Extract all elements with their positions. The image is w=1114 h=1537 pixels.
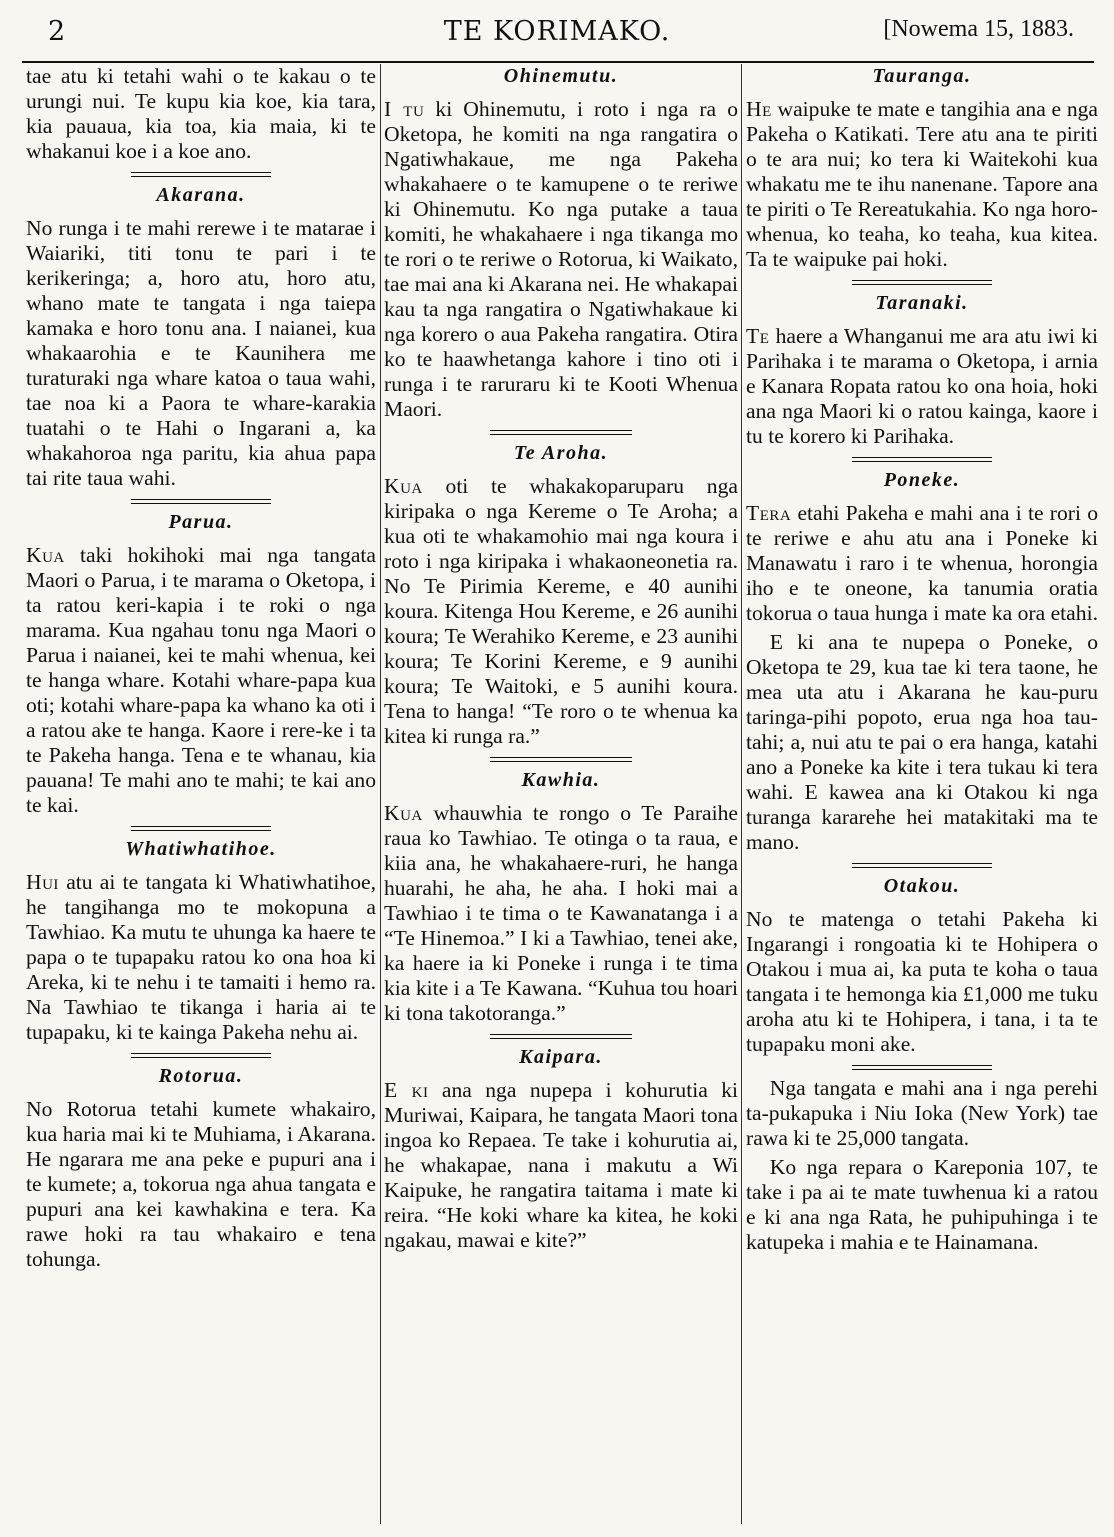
article-section	[746, 1065, 1098, 1255]
section-rule	[131, 826, 271, 831]
article-paragraph	[746, 97, 1098, 272]
paragraph-text: tae atu ki tetahi wahi o te kakau o te urungi nui. Te kupu kia koe, kia tara, kia pauaua, kia toa, kia maia, ki te whakanui koe i a koe ano.	[26, 64, 376, 163]
section-heading: Whatiwhatihoe.	[125, 838, 277, 860]
article-section	[746, 863, 1098, 1057]
section-heading: Poneke.	[883, 469, 961, 491]
section-heading: Otakou.	[883, 875, 961, 897]
section-rule	[852, 863, 993, 868]
paragraph-lead-word: Kua	[384, 474, 423, 498]
paragraph-text: Ko nga repara o Kareponia 107, te take i pa ai te mate tuwhenua ki a ratou e ki ana nga Rata, he puhipuhinga i te katupeka i mahia e te Hainamana.	[746, 1155, 1098, 1254]
section-rule	[852, 280, 993, 285]
article-section	[384, 757, 738, 1026]
section-heading: Te Aroha.	[513, 442, 609, 464]
article-paragraph	[746, 501, 1098, 626]
paragraph-lead-word: Hui	[26, 870, 59, 894]
article-paragraph	[26, 870, 376, 1045]
article-paragraph	[384, 97, 738, 422]
article-paragraph	[746, 907, 1098, 1057]
section-rule	[490, 430, 632, 435]
section-rule	[490, 757, 632, 762]
paragraph-text: No te matenga o tetahi Pakeha ki Ingarangi i rongoatia ki te Hohipera o Otakou i mua ai, ka puta te koha o taua tangata i te hemonga kia £1,000 me tuku aroha atu ki te Hohipera, i tana, i ta te tupapaku moni ake.	[746, 907, 1098, 1056]
paragraph-text: whauwhia te rongo o Te Paraihe raua ko Tawhiao. Te otinga o ta raua, e kiia ana, he whakahaere-ruri, he hanga huarahi, he aha, he aha. I hoki mai a Tawhiao i te tima o te Kawanatanga i a “Te Hinemoa.” I ki a Tawhiao, tenei ake, ka haere ia ki Poneke i runga i te tima kia kite i a Te Kawana. “Kuhua tou hoari ki tona takotoranga.”	[384, 801, 738, 1025]
masthead	[0, 0, 1114, 62]
paragraph-text: haere a Whanganui me ara atu iwi ki Parihaka i te marama o Oketopa, i arnia e Kanara Ropata ratou ko ona hoia, hoki ana nga Maori ki o ratou kainga, kaore i tu te korero ki Parihaka.	[746, 324, 1098, 448]
section-heading: Ohinemutu.	[503, 65, 619, 87]
issue-date: [Nowema 15, 1883.	[883, 16, 1074, 42]
paragraph-text: oti te whakakoparuparu nga kiripaka o nga Kereme o Te Aroha; a kua oti te whakamohio mai nga koura i roto i nga kiripaka i whakaoneonetia ra. No Te Pirimia Kereme, e 40 aunihi koura. Kitenga Hou Kereme, e 26 aunihi koura; Te Werahiko Kereme, e 23 aunihi koura; Te Korini Kereme, e 9 aunihi koura; Te Waitoki, e 5 aunihi koura. Tena to hanga! “Te roro o te whenua ka kitea ki runga ra.”	[384, 474, 738, 748]
paragraph-text: atu ai te tangata ki Whatiwhatihoe, he tangihanga mo te mokopuna a Tawhiao. Ka mutu te uhunga ka haere te papa o te tupapaku ratou ko ona hoa ki Areka, ki te nehu i te tamaiti i hemo ra. Na Tawhiao te tikanga i haria ai te tupapaku, ki te kainga Pakeha nehu ai.	[26, 870, 376, 1044]
column-2	[384, 64, 738, 1528]
section-rule	[131, 172, 271, 177]
article-paragraph	[26, 64, 376, 164]
paragraph-lead-word: E ki	[384, 1078, 429, 1102]
article-paragraph	[746, 324, 1098, 449]
section-heading: Taranaki.	[875, 292, 969, 314]
paragraph-lead-word: He	[746, 97, 772, 121]
article-paragraph	[384, 1078, 738, 1253]
article-section	[746, 64, 1098, 272]
paragraph-text: Nga tangata e mahi ana i nga perehi ta-pukapuka i Niu Ioka (New York) tae rawa ki te 25,000 tangata.	[746, 1076, 1098, 1150]
paragraph-lead-word: Te	[746, 324, 770, 348]
section-heading: Kaipara.	[519, 1046, 603, 1068]
article-section	[384, 64, 738, 422]
section-rule	[852, 1065, 993, 1070]
section-heading: Rotorua.	[158, 1065, 244, 1087]
article-section	[26, 499, 376, 818]
column-divider	[741, 64, 742, 1524]
paragraph-text: No Rotorua tetahi kumete whakairo, kua haria mai ki te Muhiama, i Akarana. He ngarara me ana peke e pupuri ana i te kumete; a, tokorua nga ahua tangata e pupuri ana kei kawhakina e tera. Ka rawe hoki ra tau whakairo e tena tohunga.	[26, 1097, 376, 1271]
article-section	[26, 172, 376, 491]
article-paragraph	[384, 801, 738, 1026]
article-paragraph	[746, 1155, 1098, 1255]
article-section	[746, 280, 1098, 449]
paragraph-lead-word: Kua	[26, 543, 65, 567]
page-number: 2	[48, 16, 66, 47]
section-rule	[490, 1034, 632, 1039]
article-paragraph	[26, 543, 376, 818]
section-rule	[131, 499, 271, 504]
article-paragraph	[26, 216, 376, 491]
paragraph-text: waipuke te mate e tangihia ana e nga Pakeha o Katikati. Tere atu ana te piriti o te ara nui; ko tera ki Waitekohi kua whakatu me te ihu nanenane. Tapore ana te piriti o Te Rereatukahia. Ko nga horo-whenua, ko teaha, ko teaha, kua kitea. Ta te waipuke pai hoki.	[746, 97, 1098, 271]
section-heading: Parua.	[168, 511, 234, 533]
section-rule	[131, 1053, 271, 1058]
article-paragraph	[26, 1097, 376, 1272]
section-heading: Kawhia.	[521, 769, 601, 791]
paragraph-lead-word: I tu	[384, 97, 425, 121]
article-paragraph	[384, 474, 738, 749]
paragraph-lead-word: Kua	[384, 801, 423, 825]
header-rule	[22, 61, 1094, 63]
paragraph-text: E ki ana te nupepa o Poneke, o Oketopa te 29, kua tae ki tera taone, he mea uta atu i Akarana he kau-puru taringa-pihi popoto, erua nga hoa tau-tahi; a, nui atu te pai o era hanga, katahi ano a Poneke ka kite i tera tukau ki tera wahi. E kawea ana ki Otakou ki nga turanga kararehe hei matakitaki ma te mano.	[746, 630, 1098, 854]
section-heading: Tauranga.	[872, 65, 972, 87]
article-section	[26, 64, 376, 164]
section-heading: Akarana.	[156, 184, 246, 206]
newspaper-title: TE KORIMAKO.	[443, 16, 671, 47]
column-3	[746, 64, 1098, 1528]
article-section	[746, 457, 1098, 855]
column-1	[26, 64, 376, 1528]
column-divider	[380, 64, 381, 1524]
paragraph-text: ki Ohinemutu, i roto i nga ra o Oketopa, he komiti na nga rangatira o Ngatiwhakaue, me nga Pakeha whakahaere o te kamupene o te reriwe ki Ohinemutu. Ko nga putake a taua komiti, he whakahaere i nga tikanga mo te rori o te reriwe o Rotorua, ki Waikato, tae mai ana ki Akarana nei. He whakapai kau ta nga rangatira o Ngatiwhakaue ki nga korero o aua Pakeha rangatira. Otira ko te haawhetanga kahore i tino oti i runga i te raruraru ki te Kooti Whenua Maori.	[384, 97, 738, 421]
paragraph-text: etahi Pakeha e mahi ana i te rori o te reriwe e ahu atu ana i Poneke ki Manawatu i raro i te whenua, horongia iho e te oneone, ka tanumia oratia tokorua o taua hunga i mate ka ora etahi.	[746, 501, 1098, 625]
article-paragraph	[746, 1076, 1098, 1151]
section-rule	[852, 457, 993, 462]
article-section	[384, 1034, 738, 1253]
article-section	[26, 826, 376, 1045]
paragraph-text: ana nga nupepa i kohurutia ki Muriwai, Kaipara, he tangata Maori tona ingoa ko Repaea. Te take i kohurutia ai, he whakapae, nana i makutu a Wi Kaipuke, he rangatira taitama i mate ki reira. “He koki whare ka kitea, he koki ngakau, mawai e kite?”	[384, 1078, 738, 1252]
article-section	[384, 430, 738, 749]
paragraph-text: No runga i te mahi rerewe i te matarae i Waiariki, titi tonu te pari i te kerikeringa; a, horo atu, horo atu, whano mate te tangata i nga taiepa kamaka e horo tonu ana. I naianei, kua whakaarohia e te Kaunihera me turaturaki nga whare katoa o taua wahi, tae noa ki a Paora te whare-karakia tuatahi o te Hahi o Ingarani a, ka whakahoroa nga paritu, kia ahua papa tai rite taua wahi.	[26, 216, 376, 490]
article-section	[26, 1053, 376, 1272]
article-paragraph	[746, 630, 1098, 855]
paragraph-text: taki hokihoki mai nga tangata Maori o Parua, i te marama o Oketopa, i ta ratou keri-kapia i te roki o nga marama. Kua ngahau tonu nga Maori o Parua i naianei, kei te mahi whenua, kei te hanga whare. Kotahi whare-papa kua oti; kotahi whare-papa ka whano ka oti i a ratou ake te hanga. Kaore i rere-ke i ta te Pakeha hanga. Tena e te whanau, kia pauana! Te mahi ano te mahi; te kai ano te kai.	[26, 543, 376, 817]
paragraph-lead-word: Tera	[746, 501, 792, 525]
